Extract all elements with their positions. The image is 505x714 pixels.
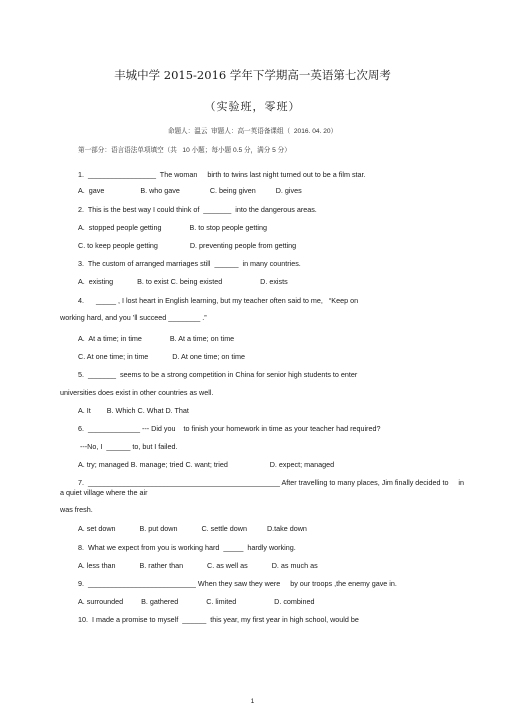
page-number: 1 — [250, 698, 255, 705]
question-9-options: A. surrounded B. gathered C. limited D. combined — [78, 597, 315, 606]
page-title: 丰城中学 2015-2016 学年下学期高一英语第七次周考 — [114, 68, 391, 82]
author-info: 命题人：温云 审题人：高一英语备课组（ 2016. 04. 20） — [167, 128, 338, 135]
question-7-options: A. set down B. put down C. settle down D.take down — [78, 524, 307, 533]
question-4-options-cd: C. At one time; in time D. At one time; on time — [78, 352, 245, 361]
question-7: 7. ________________________________________________ After travelling to many places, Jim finally decided to in — [78, 478, 465, 487]
question-7-continued-2: was fresh. — [60, 505, 93, 514]
question-4-options-ab: A. At a time; in time B. At a time; on time — [78, 334, 235, 343]
question-2: 2. This is the best way I could think of _______ into the dangerous areas. — [78, 205, 317, 214]
section-heading: 第一部分：语言语法单项填空（共 10 小题；每小题 0.5 分，满分 5 分） — [78, 147, 291, 154]
question-3: 3. The custom of arranged marriages still ______ in many countries. — [78, 259, 301, 268]
question-5-continued: universities does exist in other countries as well. — [60, 388, 214, 397]
question-3-options: A. existing B. to exist C. being existed D. exists — [78, 277, 288, 286]
question-8-options: A. less than B. rather than C. as well as D. as much as — [78, 561, 318, 570]
question-5: 5. _______ seems to be a strong competition in China for senior high students to enter — [78, 370, 358, 379]
question-4-continued: working hard, and you ’ll succeed ________ .” — [60, 313, 207, 322]
question-2-options-ab: A. stopped people getting B. to stop people getting — [78, 223, 267, 232]
question-1: 1. _________________ The woman birth to twins last night turned out to be a film star. — [78, 170, 366, 179]
question-5-options: A. It B. Which C. What D. That — [78, 406, 189, 415]
question-2-options-cd: C. to keep people getting D. preventing people from getting — [78, 241, 297, 250]
question-6-options: A. try; managed B. manage; tried C. want; tried D. expect; managed — [78, 460, 335, 469]
question-8: 8. What we expect from you is working hard _____ hardly working. — [78, 543, 296, 552]
question-6: 6. _____________ --- Did you to finish your homework in time as your teacher had required? — [78, 424, 381, 433]
question-7-continued: a quiet village where the air — [60, 488, 148, 497]
question-9: 9. ___________________________ When they saw they were by our troops ,the enemy gave in. — [78, 579, 397, 588]
page-subtitle: （实验班，零班） — [204, 100, 301, 113]
question-1-options: A. gave B. who gave C. being given D. gives — [78, 186, 302, 195]
question-10: 10. I made a promise to myself ______ this year, my first year in high school, would be — [78, 615, 359, 624]
question-6-reply: ---No, I ______ to, but I failed. — [78, 442, 178, 451]
question-4: 4. _____ , I lost heart in English learning, but my teacher often said to me, “Keep on — [78, 296, 359, 305]
